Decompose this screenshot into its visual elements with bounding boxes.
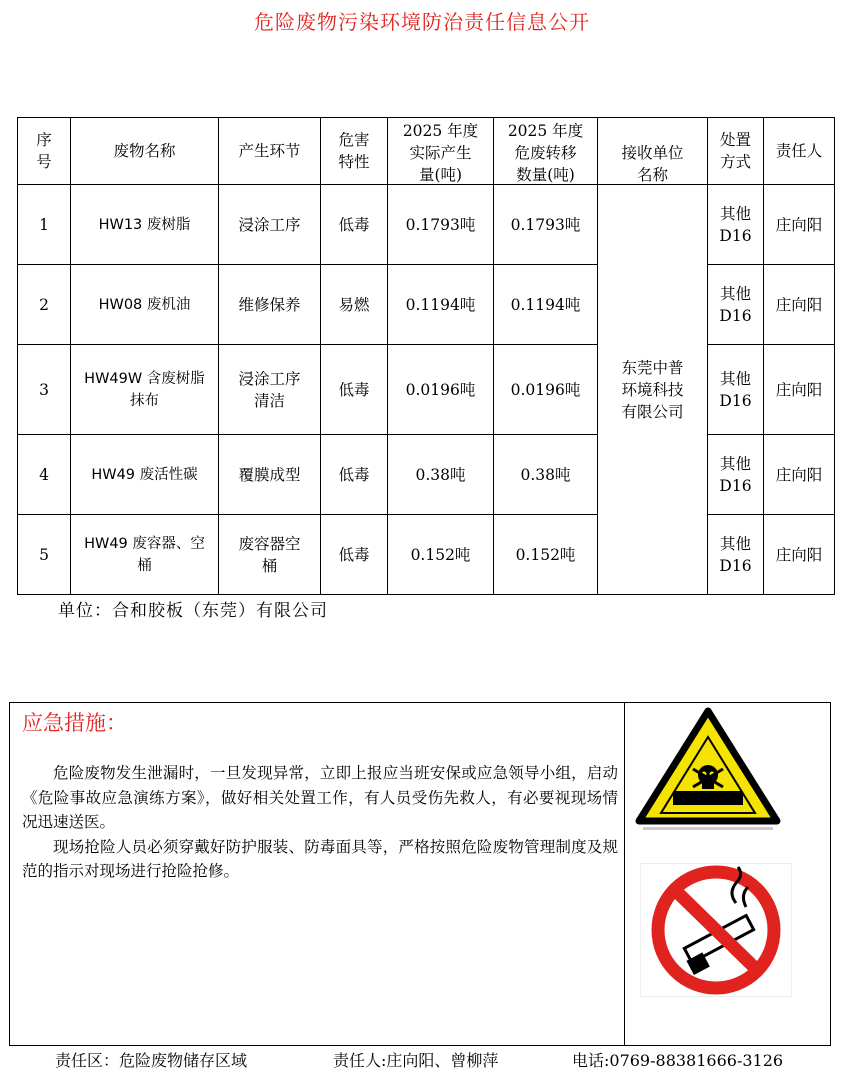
table-row <box>18 265 835 345</box>
header-row <box>18 118 835 185</box>
cell-method: 其他 D16 <box>708 185 764 265</box>
header-person: 责任人 <box>764 118 835 185</box>
no-smoking-icon <box>640 863 792 997</box>
cell-receiver: 东莞中普 环境科技 有限公司 <box>598 185 708 595</box>
cell-seq: 2 <box>18 265 71 345</box>
header-stage: 产生环节 <box>219 118 321 185</box>
cell-stage: 覆膜成型 <box>219 435 321 515</box>
header-transfer: 2025 年度 危废转移 数量(吨) <box>494 118 598 185</box>
footer <box>0 1046 844 1072</box>
cell-method: 其他 D16 <box>708 435 764 515</box>
header-seq: 序 号 <box>18 118 71 185</box>
header-receiver: 接收单位 名称 <box>598 118 708 185</box>
cell-actual: 0.0196吨 <box>388 345 494 435</box>
emergency-box <box>9 702 831 1046</box>
cell-actual: 0.1194吨 <box>388 265 494 345</box>
cell-actual: 0.152吨 <box>388 515 494 595</box>
cell-stage: 浸涂工序 清洁 <box>219 345 321 435</box>
cell-hazard: 低毒 <box>321 185 388 265</box>
cell-method: 其他 D16 <box>708 515 764 595</box>
header-method: 处置 方式 <box>708 118 764 185</box>
emergency-divider <box>624 703 625 1045</box>
cell-transfer: 0.1793吨 <box>494 185 598 265</box>
cell-name: HW49 废活性碳 <box>71 435 219 515</box>
cell-hazard: 低毒 <box>321 515 388 595</box>
emergency-body <box>22 761 618 884</box>
cell-hazard: 低毒 <box>321 435 388 515</box>
cell-transfer: 0.152吨 <box>494 515 598 595</box>
cell-name: HW13 废树脂 <box>71 185 219 265</box>
cell-actual: 0.1793吨 <box>388 185 494 265</box>
cell-person: 庄向阳 <box>764 515 835 595</box>
page-title: 危险废物污染环境防治责任信息公开 <box>254 10 590 34</box>
unit-label: 单位：合和胶板（东莞）有限公司 <box>58 601 328 621</box>
cell-seq: 5 <box>18 515 71 595</box>
emergency-paragraph-2: 现场抢险人员必须穿戴好防护服装、防毒面具等，严格按照危险废物管理制度及规范的指示对现场进行抢险抢修。 <box>22 837 618 880</box>
cell-hazard: 低毒 <box>321 345 388 435</box>
cell-method: 其他 D16 <box>708 265 764 345</box>
cell-hazard: 易燃 <box>321 265 388 345</box>
header-hazard: 危害 特性 <box>321 118 388 185</box>
header-name: 废物名称 <box>71 118 219 185</box>
cell-seq: 1 <box>18 185 71 265</box>
cell-stage: 浸涂工序 <box>219 185 321 265</box>
table-row <box>18 185 835 265</box>
cell-name: HW49W 含废树脂 抹布 <box>71 345 219 435</box>
toxic-warning-icon <box>635 707 781 833</box>
emergency-paragraph-1: 危险废物发生泄漏时，一旦发现异常，立即上报应当班安保或应急领导小组，启动《危险事故应急演练方案》，做好相关处置工作，有人员受伤先救人，有必要视现场情况迅速送医。 <box>22 764 618 831</box>
cell-transfer: 0.38吨 <box>494 435 598 515</box>
cell-stage: 维修保养 <box>219 265 321 345</box>
cell-stage: 废容器空 桶 <box>219 515 321 595</box>
footer-person: 责任人:庄向阳、曾柳萍 <box>333 1051 499 1070</box>
cell-transfer: 0.0196吨 <box>494 345 598 435</box>
cell-name: HW49 废容器、空 桶 <box>71 515 219 595</box>
cell-seq: 4 <box>18 435 71 515</box>
header-actual: 2025 年度 实际产生 量(吨) <box>388 118 494 185</box>
table-row <box>18 345 835 435</box>
cell-person: 庄向阳 <box>764 265 835 345</box>
cell-actual: 0.38吨 <box>388 435 494 515</box>
emergency-title: 应急措施： <box>22 711 127 735</box>
cell-name: HW08 废机油 <box>71 265 219 345</box>
table-row <box>18 435 835 515</box>
cell-transfer: 0.1194吨 <box>494 265 598 345</box>
footer-phone: 电话:0769-88381666-3126 <box>572 1051 784 1070</box>
footer-area: 责任区：危险废物储存区域 <box>55 1051 248 1070</box>
cell-method: 其他 D16 <box>708 345 764 435</box>
waste-table <box>17 117 835 595</box>
cell-person: 庄向阳 <box>764 185 835 265</box>
table-row <box>18 515 835 595</box>
cell-person: 庄向阳 <box>764 435 835 515</box>
cell-seq: 3 <box>18 345 71 435</box>
cell-person: 庄向阳 <box>764 345 835 435</box>
